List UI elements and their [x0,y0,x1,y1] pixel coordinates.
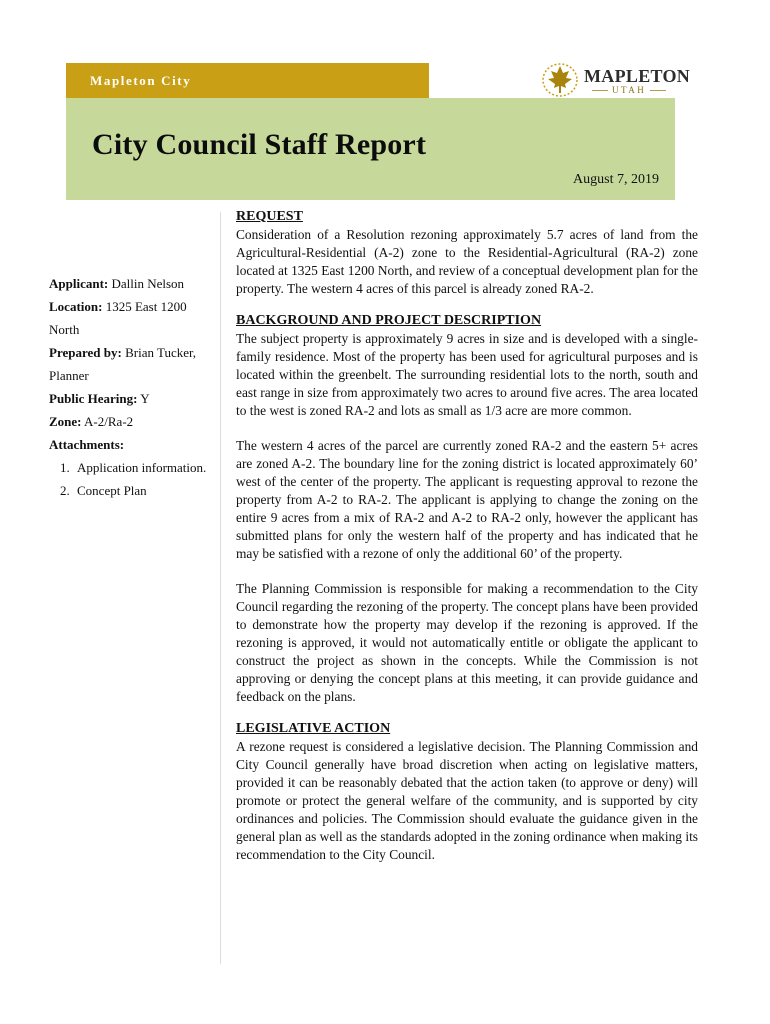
request-heading: REQUEST [236,209,303,224]
mapleton-logo [540,62,691,98]
background-paragraph-2: The western 4 acres of the parcel are currently zoned RA-2 and the eastern 5+ acres are zoned A-2. The boundary line for the zoning district is located approximately 60’ west of the center of the property. The applicant is requesting approval to rezone the property from A-2 to RA-2. The applicant is applying to change the zoning on the entire 9 acres from a mix of RA-2 and A-2 to RA-2 only, however the applicant has submitted plans for only the western half of the property and has indicated that he may be satisfied with a rezone of only the additional 60’ of the property. [236,438,698,561]
request-text: Consideration of a Resolution rezoning approximately 5.7 acres of land from the Agricultural-Residential (A-2) zone to the Residential-Agricultural (RA-2) zone located at 1325 East 1200 North, and review of a conceptual development plan for the property. The western 4 acres of this parcel is already zoned RA-2. [236,227,698,296]
public-hearing-row: Public Hearing: Y [49,391,150,406]
zone-row: Zone: A-2/Ra-2 [49,414,134,429]
background-paragraph-3: The Planning Commission is responsible for making a recommendation to the City Council regarding the rezoning of the property. The concept plans have been provided to demonstrate how the property may develop if the rezoning is approved. If the rezoning is approved, it would not automatically entitle or obligate the applicant to construct the project as shown in the concepts. While the Commission is not approving or denying the concept plans at this meeting, it can provide guidance and feedback on the plans. [236,581,698,704]
background-paragraph-1: The subject property is approximately 9 acres in size and is developed with a single-family residence. Most of the property has been used for agricultural purposes and is located within the greenbelt. The surrounding residential lots to the north, south and east range in size from approximately two acres to around five acres. The area located to the west is zoned RA-2 and lots as small as 1/3 acre are more common. [236,331,698,418]
list-item: 1. Application information. [73,456,219,479]
org-banner [66,63,429,98]
org-banner-text: Mapleton City [90,73,192,88]
legislative-text: A rezone request is considered a legislative decision. The Planning Commission and City Council generally have broad discretion when acting on legislative matters, provided it can be reasonably debated that the action taken (to approve or deny) will promote or protect the general welfare of the community, and is supported by city ordinances and policies. The Commission should evaluate the guidance given in the general plan as well as the standards adopted in the zoning ordinance when making its recommendation to the City Council. [236,739,698,862]
legislative-heading: LEGISLATIVE ACTION [236,721,391,736]
attachments-label: Attachments: [49,437,125,452]
report-body [236,208,698,864]
logo-subtitle: UTAH [588,85,670,95]
report-date: August 7, 2019 [573,172,659,187]
logo-wordmark: MAPLETON [584,66,691,86]
location-row: Location: 1325 East 1200 North [49,299,187,337]
title-banner [66,98,675,200]
page-title: City Council Staff Report [92,128,427,161]
applicant-row: Applicant: Dallin Nelson [49,276,185,291]
maple-leaf-icon [540,62,580,98]
attachments-list [49,456,219,502]
list-item: 2. Concept Plan [73,479,219,502]
column-divider [220,212,221,964]
background-heading: BACKGROUND AND PROJECT DESCRIPTION [236,313,542,328]
sidebar-details [49,272,219,502]
prepared-by-row: Prepared by: Brian Tucker, Planner [49,345,197,383]
